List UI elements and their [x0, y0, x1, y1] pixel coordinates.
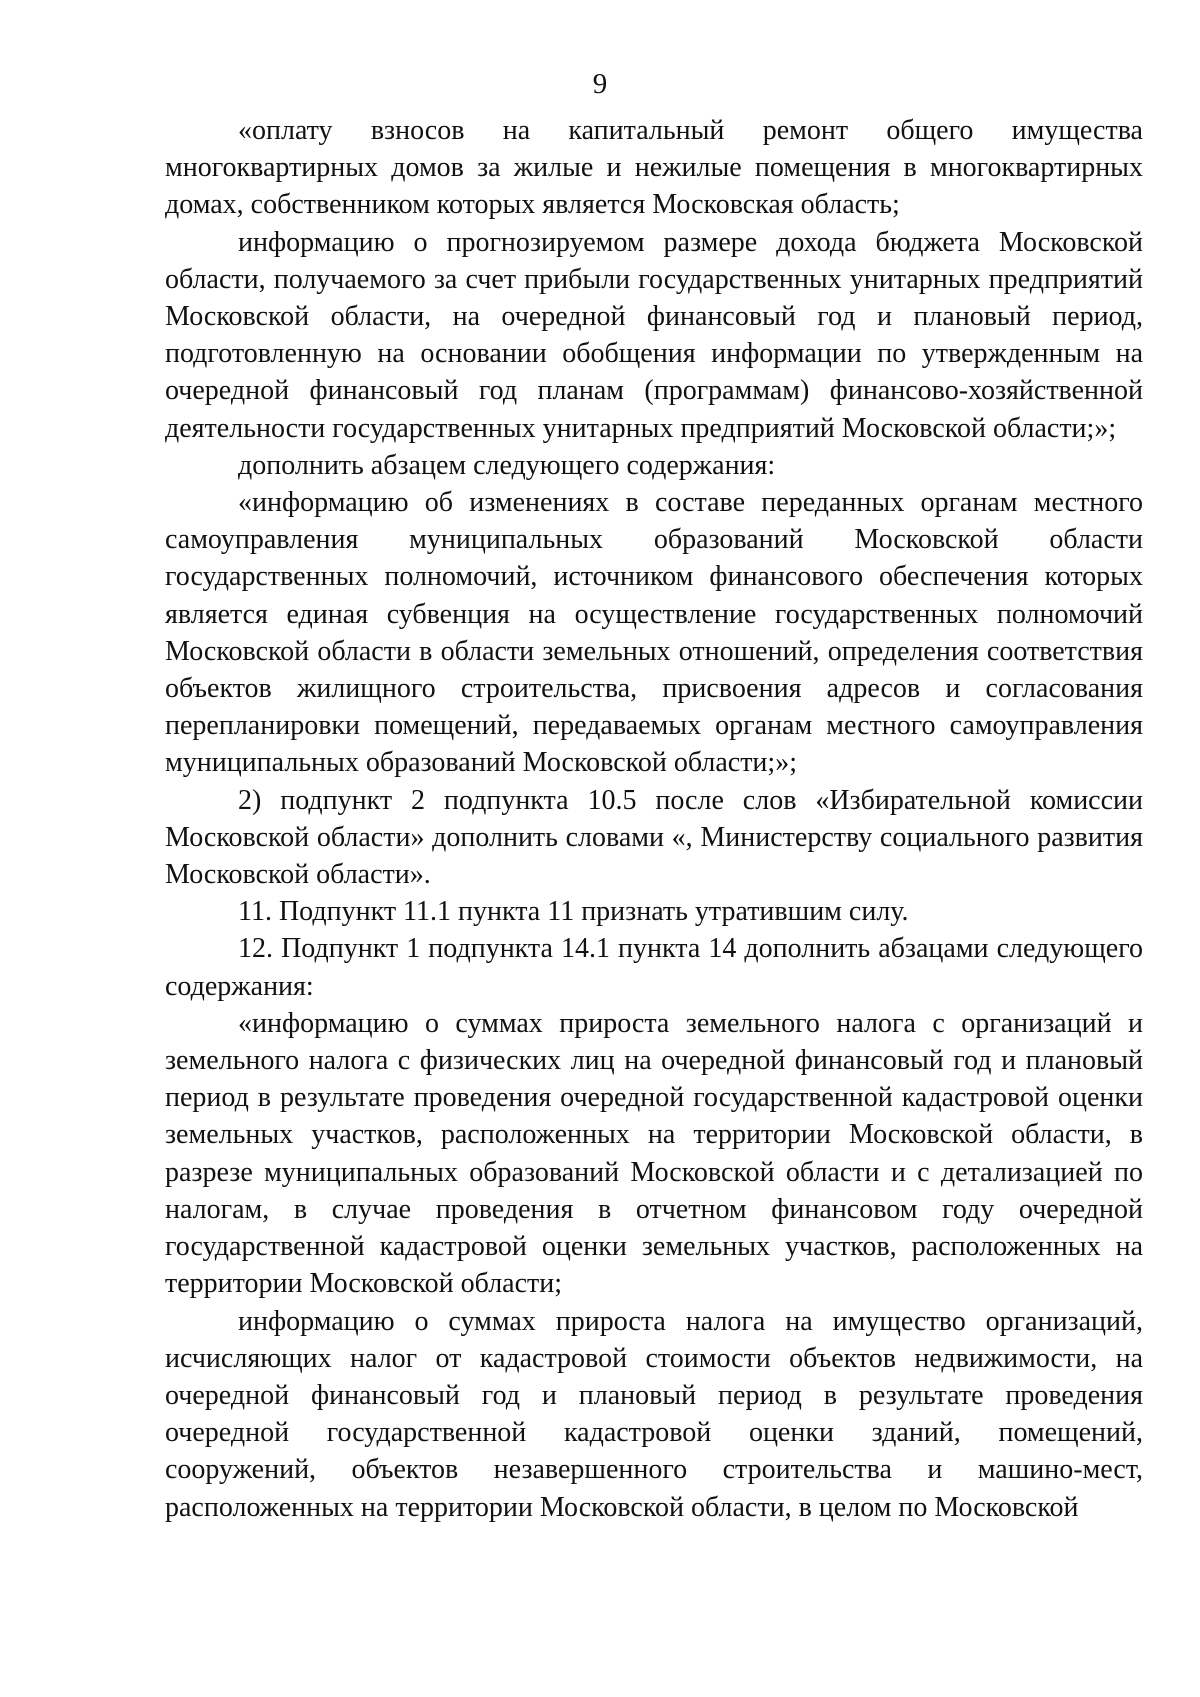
paragraph-land-tax: «информацию о суммах прироста земельного налога с организаций и земельного налога с физических лиц на очередной финансовый год и плановый период в результате проведения очередной государственной кадастровой оценки земельных участков, расположенных на территории Московской области, в разрезе муниципальных образований Московской области и с детализацией по налогам, в случае проведения в отчетном финансовом году очередной государственной кадастровой оценки земельных участков, расположенных на территории Московской области;: [165, 1007, 1143, 1300]
page-number: 9: [592, 68, 608, 100]
paragraph-capital-repair: «оплату взносов на капитальный ремонт общего имущества многоквартирных домов за жилые и нежилые помещения в многоквартирных домах, собственником которых является Московская область;: [165, 115, 1143, 221]
paragraph-property-tax: информацию о суммах прироста налога на имущество организаций, исчисляющих налог от кадастровой стоимости объектов недвижимости, на очередной финансовый год и плановый период в результате проведения очередной государственной кадастровой оценки зданий, помещений, сооружений, объектов незавершенного строительства и машино-мест, расположенных на территории Московской области, в целом по Московской: [165, 1305, 1143, 1523]
paragraph-add-clause: дополнить абзацем следующего содержания:: [238, 449, 776, 481]
paragraph-subitem-10-5: 2) подпункт 2 подпункта 10.5 после слов «Избирательной комиссии Московской области» дополнить словами «, Министерству социального развития Московской области».: [165, 784, 1143, 891]
document-body: [165, 112, 1143, 1526]
paragraph-unitary-enterprises-income: информацию о прогнозируемом размере дохода бюджета Московской области, получаемого за счет прибыли государственных унитарных предприятий Московской области, на очередной финансовый год и плановый период, подготовленную на основании обобщения информации по утвержденным на очередной финансовый год планам (программам) финансово-хозяйственной деятельности государственных унитарных предприятий Московской области;»;: [165, 226, 1143, 444]
paragraph-delegated-powers: «информацию об изменениях в составе переданных органам местного самоуправления муниципальных образований Московской области государственных полномочий, источником финансового обеспечения которых является единая субвенция на осуществление государственных полномочий Московской области в области земельных отношений, определения соответствия объектов жилищного строительства, присвоения адресов и согласования перепланировки помещений, передаваемых органам местного самоуправления муниципальных образований Московской области;»;: [165, 487, 1143, 779]
paragraph-item-12: 12. Подпункт 1 подпункта 14.1 пункта 14 дополнить абзацами следующего содержания:: [165, 933, 1143, 1002]
paragraph-item-11: 11. Подпункт 11.1 пункта 11 признать утратившим силу.: [238, 896, 909, 928]
